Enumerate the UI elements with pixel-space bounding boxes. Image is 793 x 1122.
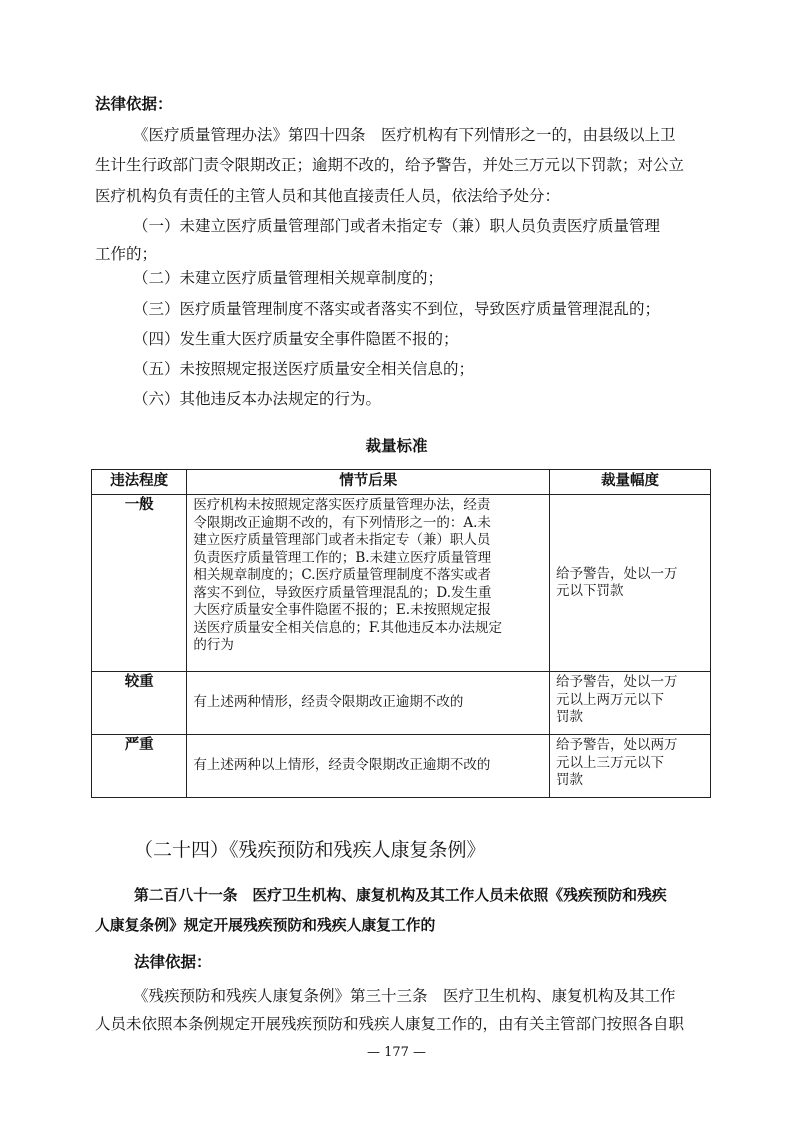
list-item: （五）未按照规定报送医疗质量安全相关信息的； — [133, 360, 475, 378]
level-cell: 较重 — [92, 672, 187, 735]
range-line: 给予警告，处以一万 — [556, 565, 678, 582]
facts-line: 送医疗质量安全相关信息的；F.其他违反本办法规定 — [193, 619, 502, 636]
paragraph-line: 医疗机构负有责任的主管人员和其他直接责任人员，依法给予处分： — [95, 187, 561, 205]
facts-line: 相关规章制度的；C.医疗质量管理制度不落实或者 — [193, 567, 492, 583]
range-cell — [550, 735, 711, 798]
section-title: （二十四）《残疾预防和残疾人康复条例》 — [134, 839, 486, 861]
article-heading-line: 第二百八十一条 医疗卫生机构、康复机构及其工作人员未依照《残疾预防和残疾 — [134, 887, 667, 904]
facts-line: 的行为 — [193, 637, 234, 653]
paragraph-line: 《医疗质量管理办法》第四十四条 医疗机构有下列情形之一的，由县级以上卫 — [133, 126, 676, 144]
range-cell — [550, 495, 711, 672]
facts-line: 医疗机构未按照规定落实医疗质量管理办法，经责 — [193, 497, 491, 513]
discretion-table — [91, 469, 711, 798]
list-item: （二）未建立医疗质量管理相关规章制度的； — [133, 269, 444, 287]
paragraph-line: 《残疾预防和残疾人康复条例》第三十三条 医疗卫生机构、康复机构及其工作 — [133, 987, 676, 1005]
facts-line: 建立医疗质量管理部门或者未指定专（兼）职人员 — [193, 532, 491, 548]
range-line: 元以上三万元以下 — [556, 754, 665, 771]
facts-line: 大医疗质量安全事件隐匿不报的；E.未按照规定报 — [193, 602, 492, 618]
list-item: （一）未建立医疗质量管理部门或者未指定专（兼）职人员负责医疗质量管理 — [133, 217, 661, 235]
table-row — [92, 495, 711, 672]
list-item: （四）发生重大医疗质量安全事件隐匿不报的； — [133, 330, 459, 348]
range-line: 给予警告，处以一万 — [556, 674, 678, 690]
table-header-row — [92, 470, 711, 495]
table-title: 裁量标准 — [365, 437, 428, 455]
list-item: 工作的； — [95, 245, 158, 263]
range-line: 罚款 — [556, 772, 584, 788]
legal-basis-label: 法律依据： — [95, 95, 173, 113]
facts-cell — [187, 672, 550, 735]
range-line: 元以上两万元以下 — [556, 691, 665, 708]
legal-basis-label: 法律依据： — [134, 953, 212, 971]
facts-line: 有上述两种情形，经责令限期改正逾期不改的 — [193, 694, 464, 711]
facts-line: 有上述两种以上情形，经责令限期改正逾期不改的 — [193, 757, 491, 774]
facts-line: 令限期改正逾期不改的，有下列情形之一的：A.未 — [193, 514, 491, 531]
list-item: （六）其他违反本办法规定的行为。 — [133, 390, 382, 408]
range-line: 元以下罚款 — [556, 583, 624, 599]
facts-line: 落实不到位，导致医疗质量管理混乱的；D.发生重 — [193, 584, 492, 601]
header-level: 违法程度 — [92, 470, 187, 495]
page-number: — 177 — — [366, 1045, 427, 1060]
level-cell: 一般 — [92, 495, 187, 672]
table-row — [92, 672, 711, 735]
facts-cell — [187, 495, 550, 672]
level-cell: 严重 — [92, 735, 187, 798]
article-heading-line: 人康复条例》规定开展残疾预防和残疾人康复工作的 — [95, 917, 436, 934]
header-range: 裁量幅度 — [550, 470, 711, 495]
paragraph-line: 生计生行政部门责令限期改正；逾期不改的，给予警告，并处三万元以下罚款；对公立 — [95, 156, 685, 174]
paragraph-line: 人员未依照本条例规定开展残疾预防和残疾人康复工作的，由有关主管部门按照各自职 — [95, 1015, 685, 1033]
range-line: 罚款 — [556, 709, 584, 725]
table-row — [92, 735, 711, 798]
list-item: （三）医疗质量管理制度不落实或者落实不到位，导致医疗质量管理混乱的； — [133, 300, 661, 318]
facts-cell — [187, 735, 550, 798]
range-cell — [550, 672, 711, 735]
facts-line: 负责医疗质量管理工作的；B.未建立医疗质量管理 — [193, 549, 492, 566]
range-line: 给予警告，处以两万 — [556, 737, 678, 753]
header-facts: 情节后果 — [187, 470, 550, 495]
